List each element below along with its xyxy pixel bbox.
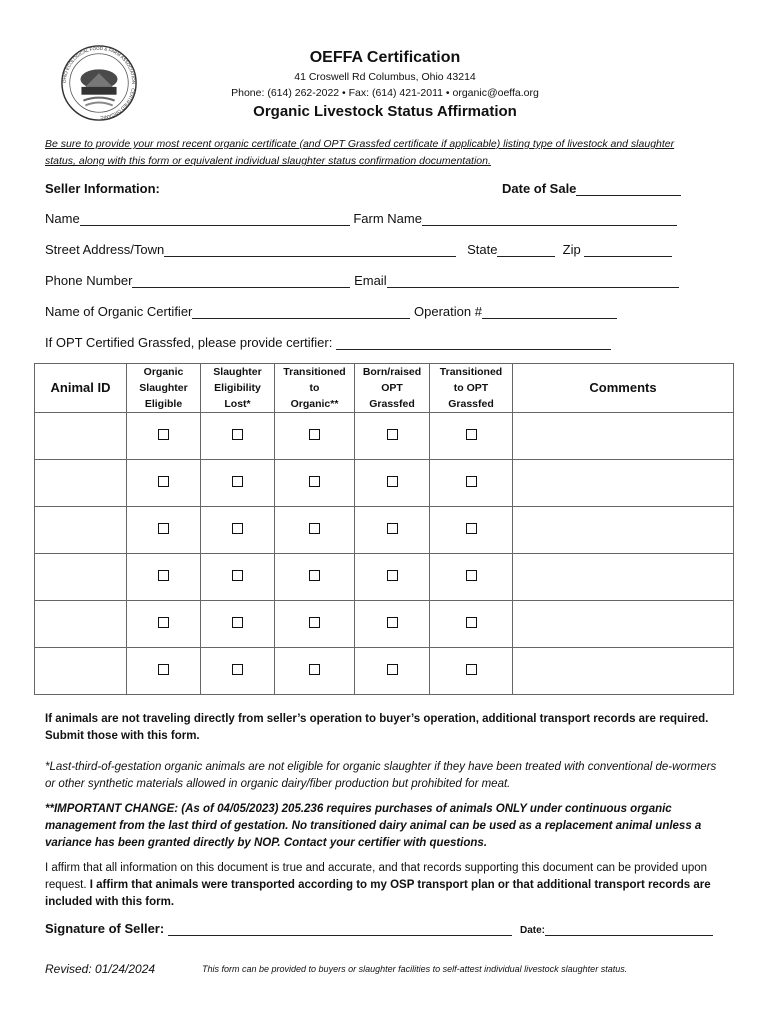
- signature-field[interactable]: [168, 922, 512, 936]
- checkbox-cell: [355, 648, 430, 695]
- status-checkbox[interactable]: [232, 664, 243, 675]
- animal-id-cell[interactable]: [35, 413, 127, 460]
- animal-id-cell[interactable]: [35, 554, 127, 601]
- signature-date-label: Date:: [520, 925, 546, 936]
- state-label: State: [467, 242, 498, 257]
- org-address: 41 Croswell Rd Columbus, Ohio 43214: [294, 71, 476, 83]
- status-checkbox[interactable]: [232, 570, 243, 581]
- status-checkbox[interactable]: [309, 523, 320, 534]
- checkbox-cell: [430, 648, 513, 695]
- operation-label: Operation #: [414, 304, 482, 319]
- checkbox-cell: [127, 554, 201, 601]
- status-checkbox[interactable]: [387, 476, 398, 487]
- status-checkbox[interactable]: [387, 664, 398, 675]
- comments-cell[interactable]: [513, 601, 734, 648]
- affirmation-plain: I affirm that all information on this document is true and accurate, and that records supporting this document can be provided upon request.: [45, 862, 708, 891]
- checkbox-cell: [127, 601, 201, 648]
- animal-id-cell[interactable]: [35, 460, 127, 507]
- checkbox-cell: [430, 460, 513, 507]
- transport-note: If animals are not traveling directly from seller’s operation to buyer’s operation, additional transport records are required. Submit those with this form.: [45, 713, 709, 742]
- status-checkbox[interactable]: [387, 523, 398, 534]
- animal-rows: [35, 413, 734, 695]
- status-checkbox[interactable]: [232, 476, 243, 487]
- status-checkbox[interactable]: [466, 476, 477, 487]
- date-of-sale-field[interactable]: [576, 182, 681, 196]
- checkbox-cell: [275, 554, 355, 601]
- zip-label: Zip: [562, 242, 581, 257]
- email-label: Email: [354, 273, 387, 288]
- checkbox-cell: [201, 460, 275, 507]
- footer-note: This form can be provided to buyers or slaughter facilities to self-attest individual livestock slaughter status.: [202, 964, 628, 974]
- status-checkbox[interactable]: [466, 429, 477, 440]
- checkbox-cell: [430, 554, 513, 601]
- checkbox-cell: [201, 648, 275, 695]
- status-checkbox[interactable]: [387, 429, 398, 440]
- status-checkbox[interactable]: [466, 523, 477, 534]
- col-organic-slaughter-eligible: Organic Slaughter Eligible: [127, 364, 201, 413]
- status-checkbox[interactable]: [387, 617, 398, 628]
- status-checkbox[interactable]: [158, 523, 169, 534]
- checkbox-cell: [127, 413, 201, 460]
- date-of-sale-label: Date of Sale: [502, 181, 577, 196]
- status-checkbox[interactable]: [466, 617, 477, 628]
- checkbox-cell: [275, 601, 355, 648]
- certifier-label: Name of Organic Certifier: [45, 304, 193, 319]
- checkbox-cell: [355, 507, 430, 554]
- email-field[interactable]: [387, 274, 679, 288]
- affirmation-bold: I affirm that animals were transported according to my OSP transport plan or that additional transport records are included with this form.: [45, 879, 711, 908]
- checkbox-cell: [127, 460, 201, 507]
- status-checkbox[interactable]: [158, 476, 169, 487]
- checkbox-cell: [355, 601, 430, 648]
- checkbox-cell: [355, 554, 430, 601]
- checkbox-cell: [275, 648, 355, 695]
- phone-label: Phone Number: [45, 273, 133, 288]
- animal-id-cell[interactable]: [35, 601, 127, 648]
- animal-id-cell[interactable]: [35, 507, 127, 554]
- org-contact: Phone: (614) 262-2022 • Fax: (614) 421-2011 • organic@oeffa.org: [231, 87, 539, 99]
- table-row: [35, 460, 734, 507]
- name-label: Name: [45, 211, 80, 226]
- animal-table: [34, 363, 734, 695]
- checkbox-cell: [275, 413, 355, 460]
- comments-cell[interactable]: [513, 460, 734, 507]
- table-row: [35, 648, 734, 695]
- zip-field[interactable]: [584, 243, 672, 257]
- status-checkbox[interactable]: [158, 617, 169, 628]
- checkbox-cell: [355, 413, 430, 460]
- col-comments: Comments: [513, 364, 734, 413]
- checkbox-cell: [127, 507, 201, 554]
- status-checkbox[interactable]: [466, 570, 477, 581]
- revised-date: Revised: 01/24/2024: [45, 962, 156, 976]
- table-row: [35, 554, 734, 601]
- signature-label: Signature of Seller:: [45, 921, 165, 936]
- status-checkbox[interactable]: [158, 664, 169, 675]
- table-row: [35, 413, 734, 460]
- checkbox-cell: [430, 413, 513, 460]
- farm-name-label: Farm Name: [353, 211, 422, 226]
- comments-cell[interactable]: [513, 648, 734, 695]
- signature-date-field[interactable]: [545, 924, 713, 936]
- status-checkbox[interactable]: [309, 570, 320, 581]
- checkbox-cell: [201, 554, 275, 601]
- col-slaughter-eligibility-lost: Slaughter Eligibility Lost*: [201, 364, 275, 413]
- certifier-field[interactable]: [192, 305, 410, 319]
- grassfed-certifier-field[interactable]: [336, 336, 611, 350]
- checkbox-cell: [201, 507, 275, 554]
- checkbox-cell: [430, 601, 513, 648]
- checkbox-cell: [127, 648, 201, 695]
- status-checkbox[interactable]: [232, 523, 243, 534]
- logo-text: OHIO ECOLOGICAL FOOD & FARM ASSOCIATION · CERTIFIED ORGANIC: [61, 45, 137, 121]
- form-title: Organic Livestock Status Affirmation: [253, 103, 517, 120]
- name-field[interactable]: [80, 212, 350, 226]
- grassfed-certifier-label: If OPT Certified Grassfed, please provide certifier:: [45, 335, 333, 350]
- table-row: [35, 601, 734, 648]
- status-checkbox[interactable]: [309, 476, 320, 487]
- status-checkbox[interactable]: [158, 429, 169, 440]
- comments-cell[interactable]: [513, 507, 734, 554]
- col-transitioned-to-opt-grassfed: Transitioned to OPT Grassfed: [430, 364, 513, 413]
- checkbox-cell: [201, 413, 275, 460]
- affirmation-text: [45, 860, 725, 911]
- street-field[interactable]: [164, 243, 456, 257]
- seller-info-heading: Seller Information:: [45, 181, 160, 196]
- col-animal-id: Animal ID: [35, 364, 127, 413]
- phone-field[interactable]: [132, 274, 350, 288]
- checkbox-cell: [201, 601, 275, 648]
- comments-cell[interactable]: [513, 413, 734, 460]
- table-header-row: [35, 364, 734, 413]
- farm-name-field[interactable]: [422, 212, 677, 226]
- status-checkbox[interactable]: [232, 617, 243, 628]
- checkbox-cell: [355, 460, 430, 507]
- animal-id-cell[interactable]: [35, 648, 127, 695]
- status-checkbox[interactable]: [158, 570, 169, 581]
- col-born-raised-opt-grassfed: Born/raised OPT Grassfed: [355, 364, 430, 413]
- status-checkbox[interactable]: [466, 664, 477, 675]
- checkbox-cell: [275, 460, 355, 507]
- status-checkbox[interactable]: [309, 617, 320, 628]
- state-field[interactable]: [497, 243, 555, 257]
- col-transitioned-to-organic: Transitioned to Organic**: [275, 364, 355, 413]
- comments-cell[interactable]: [513, 554, 734, 601]
- checkbox-cell: [275, 507, 355, 554]
- intro-instructions: Be sure to provide your most recent organic certificate (and OPT Grassfed certificate if applicable) listing type of livestock and slaughter status, along with this form or equivalent individual slaughter status confirmation documentation.: [45, 138, 675, 167]
- status-checkbox[interactable]: [309, 429, 320, 440]
- status-checkbox[interactable]: [387, 570, 398, 581]
- street-label: Street Address/Town: [45, 242, 165, 257]
- checkbox-cell: [430, 507, 513, 554]
- important-change-note: **IMPORTANT CHANGE: (As of 04/05/2023) 205.236 requires purchases of animals ONLY under continuous organic management from the last third of gestation. No transitioned dairy animal can be used as a replacement animal unless a variance has been granted directly by NOP. Contact your certifier with questions.: [45, 803, 702, 849]
- status-checkbox[interactable]: [232, 429, 243, 440]
- operation-field[interactable]: [482, 305, 617, 319]
- org-name: OEFFA Certification: [309, 49, 461, 66]
- table-row: [35, 507, 734, 554]
- status-checkbox[interactable]: [309, 664, 320, 675]
- last-third-note: *Last-third-of-gestation organic animals are not eligible for organic slaughter if they have been treated with conventional de-wormers or other synthetic materials allowed in organic dairy/fiber production but prohibited for meat.: [45, 761, 717, 790]
